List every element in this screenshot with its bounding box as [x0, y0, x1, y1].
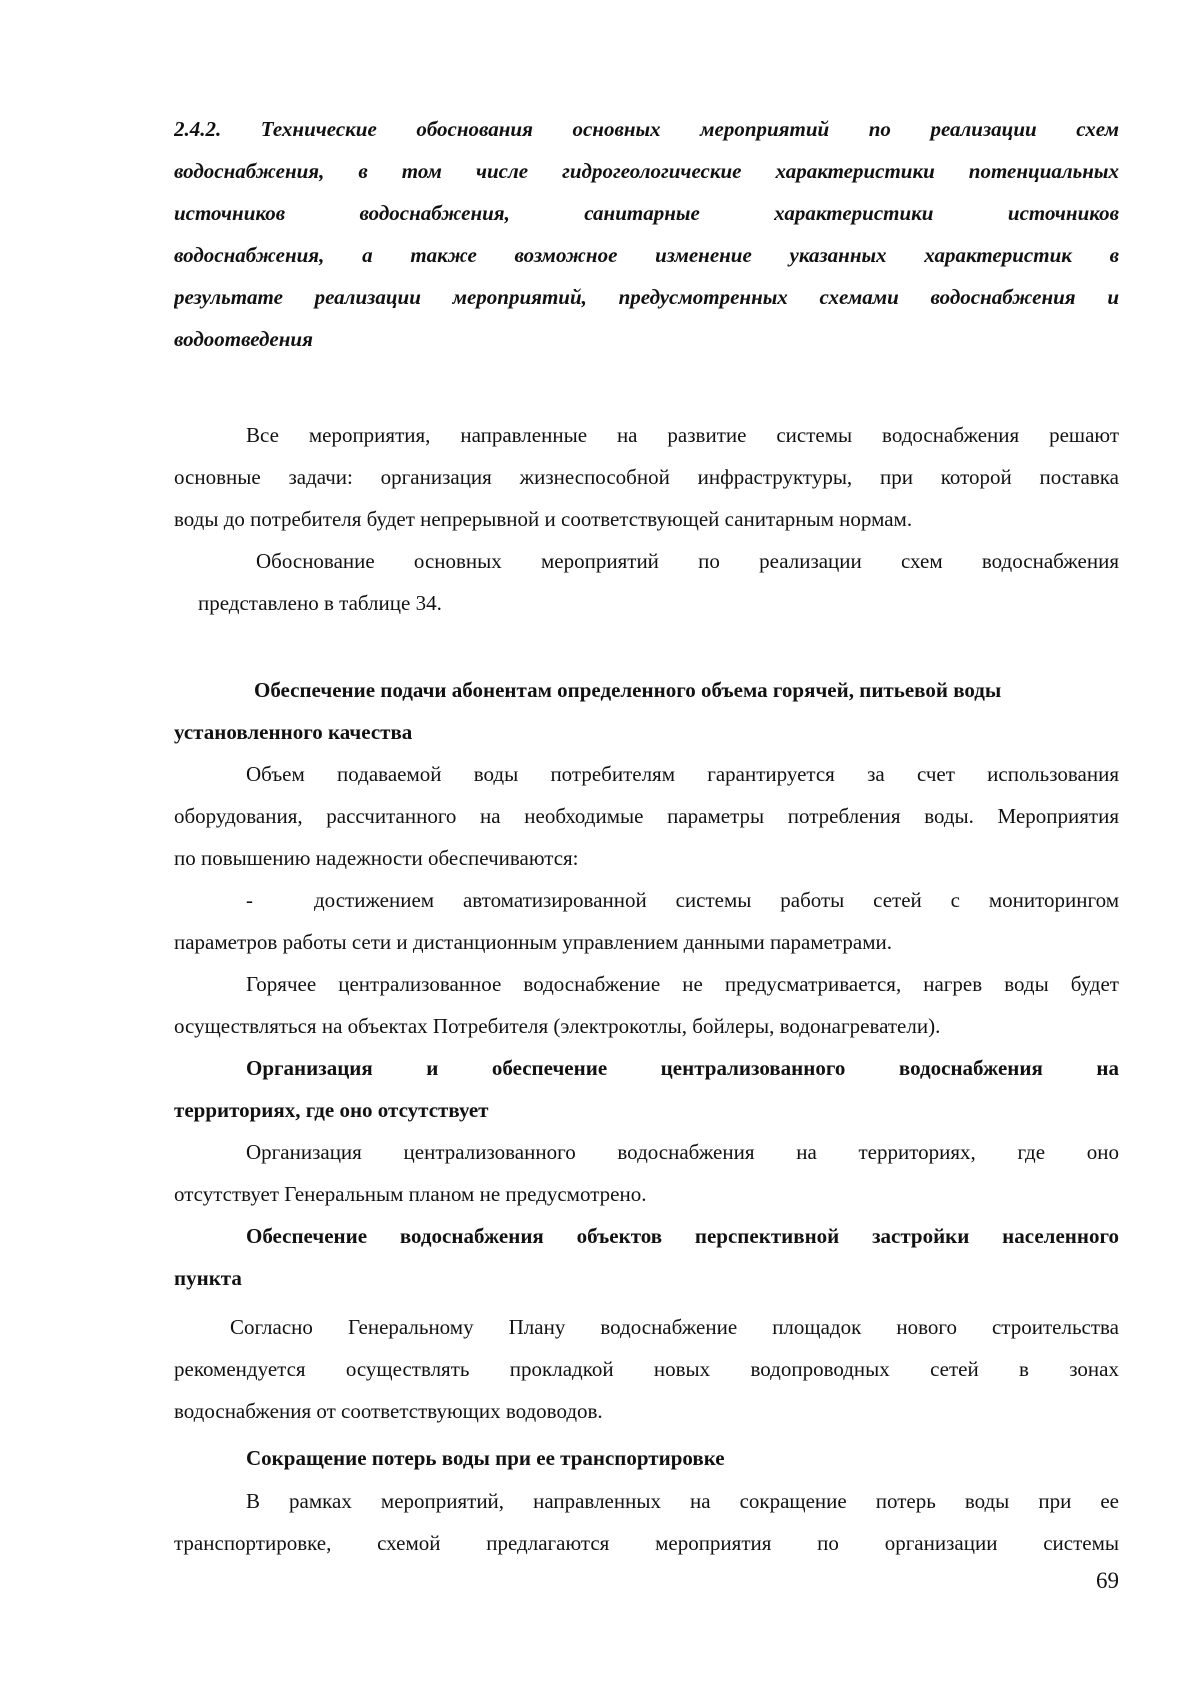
page-number: 69 — [1096, 1568, 1119, 1593]
subsection-title-prospective — [174, 1215, 1119, 1299]
table-reference-paragraph — [174, 540, 1119, 624]
subsection-title-losses — [174, 1437, 1119, 1479]
subsection-body — [174, 1131, 1119, 1215]
text-line: оборудования, рассчитанного на необходимые параметры потребления воды. Мероприятия — [174, 804, 1119, 828]
text-line: по повышению надежности обеспечиваются: — [174, 846, 579, 870]
text-line: Все мероприятия, направленные на развитие системы водоснабжения решают — [246, 423, 1119, 447]
text-line: водоснабжения от соответствующих водоводов. — [174, 1399, 603, 1423]
text-line: транспортировке, схемой предлагаются мероприятия по организации системы — [174, 1531, 1119, 1555]
heading-line: водоотведения — [174, 327, 313, 351]
heading-line: водоснабжения, а также возможное изменение указанных характеристик в — [174, 243, 1119, 267]
subsection-body — [174, 753, 1119, 879]
text-line: Согласно Генеральному Плану водоснабжение площадок нового строительства — [230, 1315, 1119, 1339]
heading-line: результате реализации мероприятий, предусмотренных схемами водоснабжения и — [174, 285, 1119, 309]
subsection-title-centralized — [174, 1047, 1119, 1131]
subsection-title-line: установленного качества — [174, 720, 413, 744]
text-line: рекомендуется осуществлять прокладкой новых водопроводных сетей в зонах — [174, 1357, 1119, 1381]
text-line: Горячее централизованное водоснабжение не предусматривается, нагрев воды будет — [246, 972, 1119, 996]
intro-paragraph — [174, 414, 1119, 540]
subsection-title-line: пункта — [174, 1266, 242, 1290]
subsection-title-line: Организация и обеспечение централизованного водоснабжения на — [246, 1056, 1119, 1080]
text-line: В рамках мероприятий, направленных на сокращение потерь воды при ее — [246, 1489, 1119, 1513]
text-line: отсутствует Генеральным планом не предусмотрено. — [174, 1182, 647, 1206]
text-line: представлено в таблице 34. — [198, 591, 442, 615]
text-line: Организация централизованного водоснабжения на территориях, где оно — [246, 1140, 1119, 1164]
text-line: достижением автоматизированной системы работы сетей с мониторингом — [314, 888, 1119, 912]
bullet-line — [174, 879, 1119, 921]
text-line: Объем подаваемой воды потребителям гарантируется за счет использования — [246, 762, 1119, 786]
heading-line: водоснабжения, в том числе гидрогеологические характеристики потенциальных — [174, 159, 1119, 183]
text-line: Обоснование основных мероприятий по реализации схем водоснабжения — [256, 549, 1119, 573]
heading-line: 2.4.2. Технические обоснования основных мероприятий по реализации схем — [174, 117, 1119, 141]
bullet-marker: - — [246, 888, 253, 912]
subsection-title-water-supply — [174, 669, 1119, 753]
section-heading — [174, 108, 1119, 360]
bullet-item — [174, 879, 1119, 963]
hot-water-paragraph — [174, 963, 1119, 1047]
subsection-title-line: территориях, где оно отсутствует — [174, 1098, 489, 1122]
subsection-title-line: Обеспечение подачи абонентам определенного объема горячей, питьевой воды — [254, 678, 1002, 702]
text-line: параметров работы сети и дистанционным управлением данными параметрами. — [174, 930, 892, 954]
subsection-title-line: Сокращение потерь воды при ее транспортировке — [246, 1446, 725, 1470]
heading-line: источников водоснабжения, санитарные характеристики источников — [174, 201, 1119, 225]
subsection-title-line: Обеспечение водоснабжения объектов перспективной застройки населенного — [246, 1224, 1119, 1248]
text-line: воды до потребителя будет непрерывной и соответствующей санитарным нормам. — [174, 507, 913, 531]
text-line: осуществляться на объектах Потребителя (электрокотлы, бойлеры, водонагреватели). — [174, 1014, 941, 1038]
text-line: основные задачи: организация жизнеспособной инфраструктуры, при которой поставка — [174, 465, 1119, 489]
subsection-body — [174, 1480, 1119, 1564]
subsection-body — [174, 1306, 1119, 1432]
